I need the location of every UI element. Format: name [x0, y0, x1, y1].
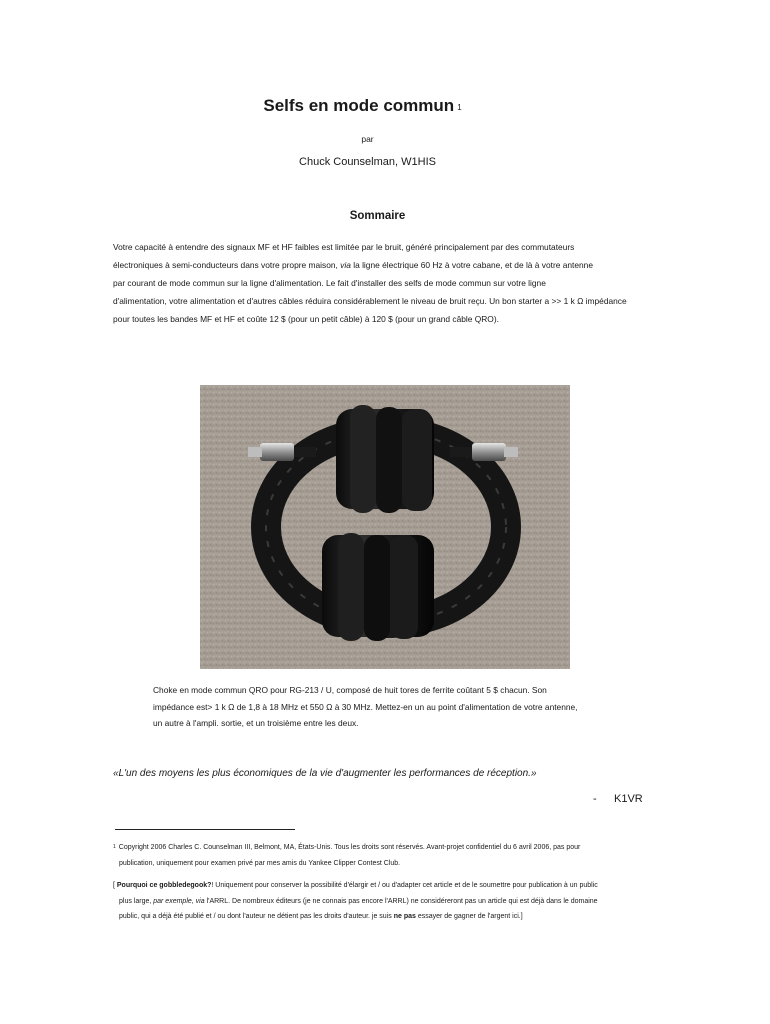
footnote-divider [115, 829, 295, 830]
summary-line: d'alimentation, votre alimentation et d'autres câbles réduira considérablement le niveau de bruit reçu. Un bon starter a >> 1 k Ω impédance [113, 296, 627, 306]
ferrite-choke-photo [200, 385, 570, 669]
summary-heading: Sommaire [349, 210, 406, 222]
summary-line: par courant de mode commun sur la ligne d'alimentation. Le fait d'installer des selfs de mode commun sur votre ligne [113, 278, 546, 288]
footnote-2 [113, 878, 673, 925]
footnote-line: public, qui a déjà été publié et / ou dont l'auteur ne détient pas les droits d'auteur. je suis ne pas essayer de gagner de l'argent ici.] [119, 913, 523, 920]
footnote-mark: 1 [113, 844, 116, 850]
caption-line: Choke en mode commun QRO pour RG-213 / U, composé de huit tores de ferrite coûtant 5 $ chacun. Son [153, 685, 547, 695]
summary-line: pour toutes les bandes MF et HF et coûte 12 $ (pour un petit câble) à 120 $ (pour un grand câble QRO). [113, 314, 499, 324]
author-name: Chuck Counselman, W1HIS [299, 156, 436, 168]
caption-line: un autre à l'ampli. sortie, et un troisième entre les deux. [153, 718, 359, 728]
epigraph-quote: «L'un des moyens les plus économiques de la vie d'augmenter les performances de réception.» [113, 768, 537, 779]
summary-line: Votre capacité à entendre des signaux MF et HF faibles est limitée par le bruit, généré principalement par des commutateurs [113, 242, 575, 252]
summary-line: électroniques à semi-conducteurs dans votre propre maison, via la ligne électrique 60 Hz à votre cabane, et de là à votre antenne [113, 260, 593, 270]
summary-paragraph [113, 238, 723, 328]
footnote-1 [113, 840, 673, 871]
page-title [0, 96, 725, 116]
attribution-dash: - [593, 793, 597, 805]
caption-line: impédance est> 1 k Ω de 1,8 à 18 MHz et 550 Ω à 30 MHz. Mettez-en un au point d'alimentation de votre antenne, [153, 701, 578, 712]
quote-attribution: K1VR [614, 793, 643, 805]
byline-par: par [361, 134, 374, 144]
footnote-line: publication, uniquement pour examen privé par mes amis du Yankee Clipper Contest Club. [119, 859, 401, 867]
footnote-line: [ Pourquoi ce gobbledegook?! Uniquement pour conserver la possibilité d'élargir et / ou d'adapter cet article et de le soumettre pour publication à un public [113, 882, 598, 889]
figure-caption [153, 682, 633, 732]
title-text: Selfs en mode commun [263, 96, 455, 115]
footnote-line: plus large, par exemple, via l'ARRL. De nombreux éditeurs (je ne connais pas encore l'ARRL) ne considéreront pas un article qui est déjà dans le domaine [119, 897, 598, 905]
footnote-ref[interactable]: 1 [457, 103, 462, 112]
footnote-line: 1 Copyright 2006 Charles C. Counselman III, Belmont, MA, États-Unis. Tous les droits sont réservés. Avant-projet confidentiel du 6 avril 2006, pas pour [113, 844, 581, 851]
